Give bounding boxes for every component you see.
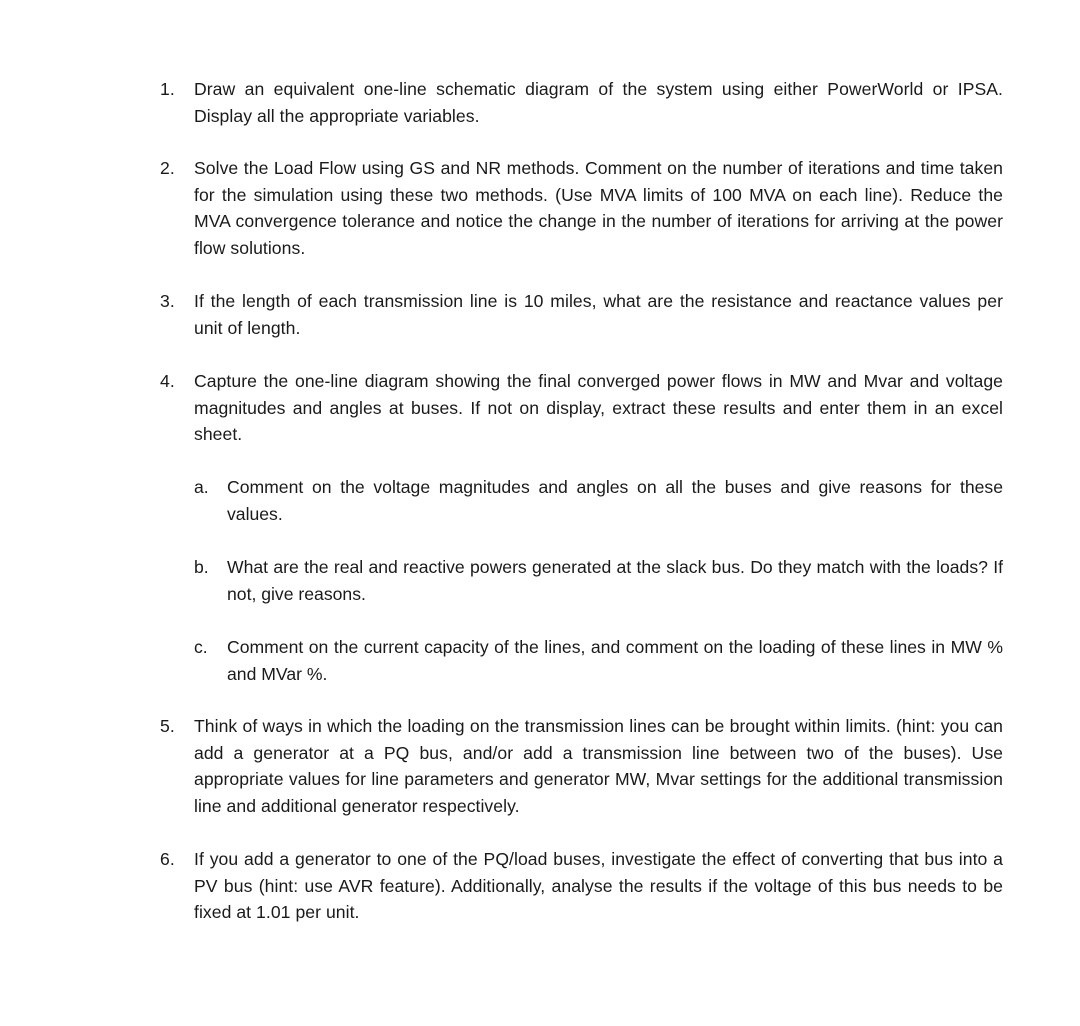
question-6 [160,846,1003,926]
question-4a [194,474,1003,527]
question-3-number: 3. [160,291,175,311]
question-4a-letter: a. [194,477,209,497]
question-3 [160,288,1003,341]
question-1-number: 1. [160,79,175,99]
question-5-text: Think of ways in which the loading on the transmission lines can be brought within limits. (hint: you can add a generator at a PQ bus, and/or add a transmission line between two of the buses). Use appropriate values for line parameters and generator MW, Mvar settings for the additional transmission line and additional generator respectively. [194,716,1003,816]
question-5-number: 5. [160,716,175,736]
question-4 [160,368,1003,448]
question-4c-text: Comment on the current capacity of the lines, and comment on the loading of these lines in MW % and MVar %. [227,637,1003,684]
question-1 [160,76,1003,129]
question-2 [160,155,1003,261]
question-3-text: If the length of each transmission line is 10 miles, what are the resistance and reactance values per unit of length. [194,291,1003,338]
question-4b [194,554,1003,607]
question-6-number: 6. [160,849,175,869]
question-6-text: If you add a generator to one of the PQ/load buses, investigate the effect of converting that bus into a PV bus (hint: use AVR feature). Additionally, analyse the results if the voltage of this bus needs to be fixed at 1.01 per unit. [194,849,1003,923]
question-2-number: 2. [160,158,175,178]
question-4c [194,634,1003,687]
question-4b-letter: b. [194,557,209,577]
question-5 [160,713,1003,819]
question-4b-text: What are the real and reactive powers generated at the slack bus. Do they match with the loads? If not, give reasons. [227,557,1003,604]
question-4c-letter: c. [194,637,208,657]
question-4a-text: Comment on the voltage magnitudes and angles on all the buses and give reasons for these values. [227,477,1003,524]
question-2-text: Solve the Load Flow using GS and NR methods. Comment on the number of iterations and time taken for the simulation using these two methods. (Use MVA limits of 100 MVA on each line). Reduce the MVA convergence tolerance and notice the change in the number of iterations for arriving at the power flow solutions. [194,158,1003,258]
question-4-number: 4. [160,371,175,391]
question-1-text: Draw an equivalent one-line schematic diagram of the system using either PowerWorld or IPSA. Display all the appropriate variables. [194,79,1003,126]
question-4-text: Capture the one-line diagram showing the final converged power flows in MW and Mvar and voltage magnitudes and angles at buses. If not on display, extract these results and enter them in an excel sheet. [194,371,1003,445]
